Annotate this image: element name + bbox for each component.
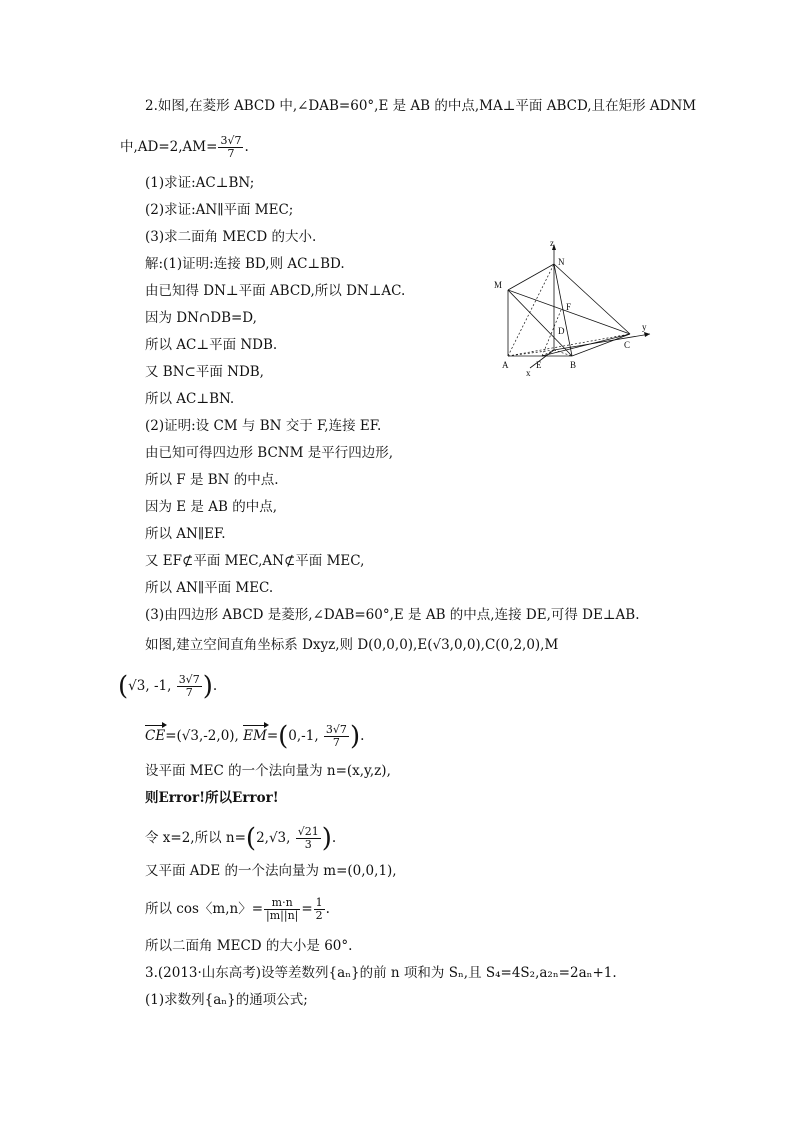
solution-line: (2)证明:设 CM 与 BN 交于 F,连接 EF. (145, 418, 382, 434)
solution-line: 又 EF⊄平面 MEC,AN⊄平面 MEC, (145, 553, 365, 569)
am-denominator: 7 (227, 147, 235, 160)
vector-ce: CE (145, 728, 166, 744)
vector-em-eq: = (266, 728, 279, 744)
label-n: N (558, 257, 565, 267)
label-c: C (624, 340, 631, 350)
cos-denominator: |m||n| (266, 909, 299, 922)
vector-ce-value: =(√3,-2,0), (165, 728, 239, 744)
right-paren: ) (202, 671, 213, 702)
label-b: B (570, 360, 577, 370)
solution-line: 如图,建立空间直角坐标系 Dxyz,则 D(0,0,0),E(√3,0,0),C(0,2,0),M (145, 637, 559, 653)
cos-line (145, 897, 330, 922)
solution-line: 解:(1)证明:连接 BD,则 AC⊥BD. (145, 256, 345, 272)
cos-prefix: 所以 cos〈m,n〉= (145, 901, 264, 917)
solution-line: (3)由四边形 ABCD 是菱形,∠DAB=60°,E 是 AB 的中点,连接 DE,可得 DE⊥AB. (145, 607, 640, 623)
error-line: 则Error!所以Error! (145, 790, 279, 806)
cos-equals: = (301, 901, 313, 917)
vector-line: CE=(√3,-2,0), EM=(0,-1, $\frac{3√7}{7}$ ). (145, 721, 365, 752)
am-fraction (218, 135, 243, 160)
solution-line: 又 BN⊂平面 NDB, (145, 364, 264, 380)
right-paren: ) (321, 823, 332, 854)
n-coords: 2,√3, (256, 830, 291, 846)
final-answer: 所以二面角 MECD 的大小是 60°. (145, 938, 353, 954)
left-paren: ( (118, 671, 129, 702)
cos-fraction (264, 897, 300, 922)
left-paren: ( (278, 721, 289, 752)
label-d: D (558, 326, 565, 336)
question-2: (2)求证:AN∥平面 MEC; (145, 202, 294, 218)
label-m: M (494, 280, 503, 290)
solution-line: 所以 AN∥平面 MEC. (145, 580, 274, 596)
cos-result-fraction (314, 897, 325, 922)
solution-line: 所以 AC⊥BN. (145, 391, 235, 407)
label-y: y (642, 322, 647, 332)
edge-mn (508, 264, 554, 290)
cos-result-numerator: 1 (315, 896, 323, 909)
right-paren: ) (349, 721, 361, 752)
stem2-prefix: 中,AD=2,AM= (120, 139, 218, 155)
solution-line: 由已知可得四边形 BCNM 是平行四边形, (145, 445, 394, 461)
edge-ec (542, 334, 630, 356)
geometry-figure (490, 238, 662, 378)
label-a: A (502, 360, 509, 370)
edge-an (508, 264, 554, 356)
m-z-numerator: 3√7 (178, 673, 200, 686)
problem3-question-1: (1)求数列{aₙ}的通项公式; (145, 992, 308, 1008)
solution-line: 所以 AC⊥平面 NDB. (145, 337, 278, 353)
let-prefix: 令 x=2,所以 n= (145, 830, 246, 846)
solution-line: 因为 E 是 AB 的中点, (145, 499, 277, 515)
solution-line: 所以 F 是 BN 的中点. (145, 472, 279, 488)
question-1: (1)求证:AC⊥BN; (145, 175, 255, 191)
problem2-stem-line1: 2.如图,在菱形 ABCD 中,∠DAB=60°,E 是 AB 的中点,MA⊥平面 ABCD,且在矩形 ADNM (145, 98, 697, 114)
m-coordinate: (√3, -1, $\frac{3√7}{7}$ ). (118, 671, 218, 702)
question-3: (3)求二面角 MECD 的大小. (145, 229, 317, 245)
n-z-fraction (296, 826, 321, 851)
edge-mb (508, 290, 572, 356)
edge-bc (572, 334, 630, 356)
am-numerator: 3√7 (220, 134, 242, 147)
label-z: z (550, 238, 554, 248)
vector-em-coords: 0,-1, (288, 728, 319, 744)
solution-line: 由已知得 DN⊥平面 ABCD,所以 DN⊥AC. (145, 283, 406, 299)
left-paren: ( (245, 823, 257, 854)
solution-line: 所以 AN∥EF. (145, 526, 226, 542)
cos-numerator: m·n (264, 897, 300, 910)
m-y: -1, (153, 678, 172, 694)
m-z-denominator: 7 (185, 686, 193, 699)
solution-line: 因为 DN∩DB=D, (145, 310, 257, 326)
y-arrow (644, 332, 650, 337)
label-f: F (566, 302, 572, 312)
edge-mc (508, 290, 630, 334)
vector-em: EM (243, 728, 267, 744)
normal-vector-line: 设平面 MEC 的一个法向量为 n=(x,y,z), (145, 763, 391, 779)
n-z-numerator: √21 (297, 825, 319, 838)
em-denominator: 7 (332, 736, 340, 749)
problem3-stem: 3.(2013·山东高考)设等差数列{aₙ}的前 n 项和为 Sₙ,且 S₄=4S₂,a₂ₙ=2aₙ+1. (145, 965, 617, 981)
n-z-denominator: 3 (304, 838, 312, 851)
label-x: x (526, 368, 531, 378)
em-fraction (324, 724, 349, 749)
em-numerator: 3√7 (325, 723, 347, 736)
stem2-period: . (244, 139, 249, 155)
cos-result-denominator: 2 (315, 909, 323, 922)
m-x: √3, (128, 678, 150, 694)
problem2-stem-line2 (120, 135, 249, 160)
m-z-fraction (177, 674, 202, 699)
cos-period: . (325, 901, 330, 917)
let-x-line: 令 x=2,所以 n=(2,√3, $\frac{√21}{3}$ ). (145, 823, 337, 854)
label-e: E (536, 360, 542, 370)
ade-normal-line: 又平面 ADE 的一个法向量为 m=(0,0,1), (145, 863, 397, 879)
